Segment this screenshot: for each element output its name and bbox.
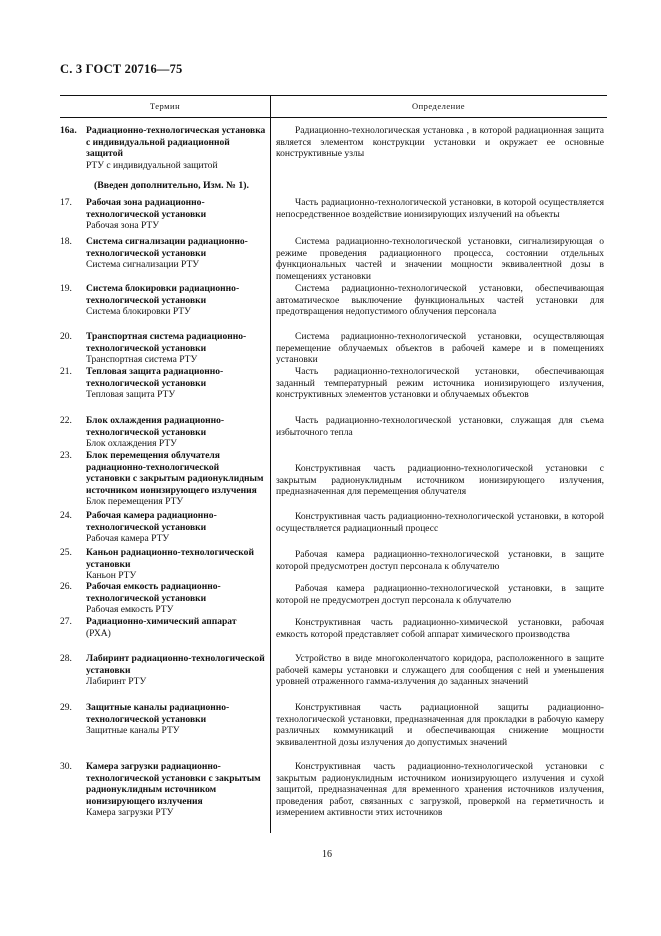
term-short: Рабочая емкость РТУ <box>86 604 174 616</box>
term-text <box>86 331 266 366</box>
term-text <box>86 197 266 232</box>
definition-text: Конструктивная часть радиационно-химической установки, рабочая емкость которой представляет собой аппарат химического производства <box>276 617 604 640</box>
definition-cell <box>276 761 604 819</box>
definition-cell <box>276 549 604 572</box>
definition-text: Часть радиационно-технологической установки, служащая для съема избыточного тепла <box>276 415 604 438</box>
term-text <box>86 415 266 450</box>
term-short: (РХА) <box>86 627 111 639</box>
term-text <box>86 761 266 819</box>
entry-number: 24. <box>60 510 72 521</box>
table-top-rule <box>60 95 607 96</box>
definition-cell <box>276 617 604 640</box>
term-name: Система блокировки радиационно-технологической установки <box>86 283 240 306</box>
entry-number: 27. <box>60 616 72 627</box>
definition-cell <box>276 236 604 282</box>
definition-cell <box>276 415 604 438</box>
definition-cell <box>276 366 604 401</box>
term-name: Радиационно-химический аппарат <box>86 616 237 627</box>
definition-text: Рабочая камера радиационно-технологической установки, в защите которой не предусмотрен доступ персонала к облучателю <box>276 583 604 606</box>
definition-text: Часть радиационно-технологической установки, обеспечивающая заданный температурный режим источника ионизирующего излучения, конструктивных элементов установки и облучаемых объектов <box>276 366 604 401</box>
definition-text: Система радиационно-технологической установки, сигнализирующая о режиме проведения радиационного процесса, состоянии отдельных функциональных частей и значении мощности эквивалентной дозы в помещениях установки <box>276 236 604 282</box>
term-text <box>86 283 266 318</box>
term-text <box>86 236 266 271</box>
definition-text: Система радиационно-технологической установки, обеспечивающая автоматическое выключение функциональных частей установки для предотвращения недопустимого облучения персонала <box>276 283 604 318</box>
entry-number: 23. <box>60 450 72 461</box>
entry-number: 21. <box>60 366 72 377</box>
amendment-note: (Введен дополнительно, Изм. № 1). <box>94 180 249 191</box>
term-name: Защитные каналы радиационно-технологической установки <box>86 702 230 725</box>
term-short: РТУ с индивидуальной защитой <box>86 159 218 171</box>
term-short: Камера загрузки РТУ <box>86 807 174 819</box>
term-name: Тепловая защита радиационно-технологической установки <box>86 366 224 389</box>
entry-number: 19. <box>60 283 72 294</box>
definition-cell <box>276 653 604 688</box>
definition-text: Рабочая камера радиационно-технологической установки, в защите которой предусмотрен доступ персонала к облучателю <box>276 549 604 572</box>
definition-cell <box>276 583 604 606</box>
term-short: Каньон РТУ <box>86 570 137 582</box>
definition-text: Конструктивная часть радиационной защиты радиационно-технологической установки, предназначенная для прокладки в рабочую камеру различных коммуникаций и обеспечивающая снижение мощности эквивалентной дозы излучения до допустимых значений <box>276 702 604 748</box>
entry-number: 22. <box>60 415 72 426</box>
term-short: Защитные каналы РТУ <box>86 725 180 737</box>
term-short: Рабочая камера РТУ <box>86 533 170 545</box>
entry-number: 18. <box>60 236 72 247</box>
table-header-rule <box>60 117 607 118</box>
term-name: Транспортная система радиационно-технологической установки <box>86 331 247 354</box>
entry-number: 29. <box>60 702 72 713</box>
term-name: Блок охлаждения радиационно-технологической установки <box>86 415 225 438</box>
definition-cell <box>276 463 604 498</box>
term-short: Рабочая зона РТУ <box>86 220 159 232</box>
term-name: Радиационно-технологическая установка с индивидуальной радиационной защитой <box>86 125 266 160</box>
term-text <box>86 702 266 737</box>
definition-text: Конструктивная часть радиационно-технологической установки с закрытым радионуклидным источником ионизирующего излучения и сухой защитой, предназначенная для временного хранения источников излучения, проведения работ, связанных с загрузкой, проверкой на герметичность и измерением активности этих источников <box>276 761 604 819</box>
term-short: Система сигнализации РТУ <box>86 259 200 271</box>
term-short: Блок перемещения РТУ <box>86 496 184 508</box>
entry-number: 28. <box>60 653 72 664</box>
definition-text: Часть радиационно-технологической установки, в которой осуществляется непосредственное воздействие ионизирующих излучений на объекты <box>276 197 604 220</box>
term-text <box>86 616 266 639</box>
term-text <box>86 450 266 508</box>
entry-number: 20. <box>60 331 72 342</box>
definition-cell <box>276 702 604 748</box>
entry-number: 17. <box>60 197 72 208</box>
entry-number: 26. <box>60 581 72 592</box>
table-column-divider <box>270 95 271 833</box>
term-name: Камера загрузки радиационно-технологической установки с закрытым радионуклидным источником ионизирующего излучения <box>86 761 261 807</box>
term-name: Система сигнализации радиационно-технологической установки <box>86 236 248 259</box>
column-header-definition: Определение <box>411 101 466 111</box>
term-text <box>86 547 266 582</box>
entry-number: 30. <box>60 761 72 772</box>
term-name: Рабочая емкость радиационно-технологической установки <box>86 581 221 604</box>
term-name: Рабочая зона радиационно-технологической установки <box>86 197 207 220</box>
term-short: Блок охлаждения РТУ <box>86 438 177 450</box>
term-text <box>86 653 266 688</box>
term-name: Каньон радиационно-технологической установки <box>86 547 254 570</box>
page-header-title: С. 3 ГОСТ 20716—75 <box>60 62 183 76</box>
entry-number: 16а. <box>60 125 77 136</box>
term-text <box>86 125 266 171</box>
term-short: Тепловая защита РТУ <box>86 389 176 401</box>
term-name: Рабочая камера радиационно-технологической установки <box>86 510 217 533</box>
definition-text: Конструктивная часть радиационно-технологической установки с закрытым радионуклидным источником ионизирующего излучения, предназначенная для перемещения облучателя <box>276 463 604 498</box>
term-text <box>86 366 266 401</box>
term-name: Блок перемещения облучателя радиационно-технологической установки с закрытым радионуклидным источником ионизирующего излучения <box>86 450 264 496</box>
definition-text: Радиационно-технологическая установка , в которой радиационная защита является элементом конструкции установки и окружает ее основные конструктивные узлы <box>276 125 604 160</box>
term-short: Транспортная система РТУ <box>86 354 198 366</box>
page-number: 16 <box>322 849 332 860</box>
definition-cell <box>276 283 604 318</box>
definition-text: Конструктивная часть радиационно-технологической установки, в которой осуществляется радиационный процесс <box>276 511 604 534</box>
definition-cell <box>276 125 604 160</box>
term-text <box>86 510 266 545</box>
definition-text: Система радиационно-технологической установки, осуществляющая перемещение облучаемых объектов в рабочей камере и в помещениях установки <box>276 331 604 366</box>
definition-cell <box>276 197 604 220</box>
column-header-term: Термин <box>149 101 181 111</box>
definition-text: Устройство в виде многоколенчатого коридора, расположенного в защите рабочей камеры установки и служащего для сообщения с ней и уменьшения уровней отраженного гамма-излучения до заданных значений <box>276 653 604 688</box>
term-name: Лабиринт радиационно-технологической установки <box>86 653 265 676</box>
term-short: Лабиринт РТУ <box>86 676 147 688</box>
term-short: Система блокировки РТУ <box>86 306 191 318</box>
definition-cell <box>276 511 604 534</box>
entry-number: 25. <box>60 547 72 558</box>
term-text <box>86 581 266 616</box>
definition-cell <box>276 331 604 366</box>
